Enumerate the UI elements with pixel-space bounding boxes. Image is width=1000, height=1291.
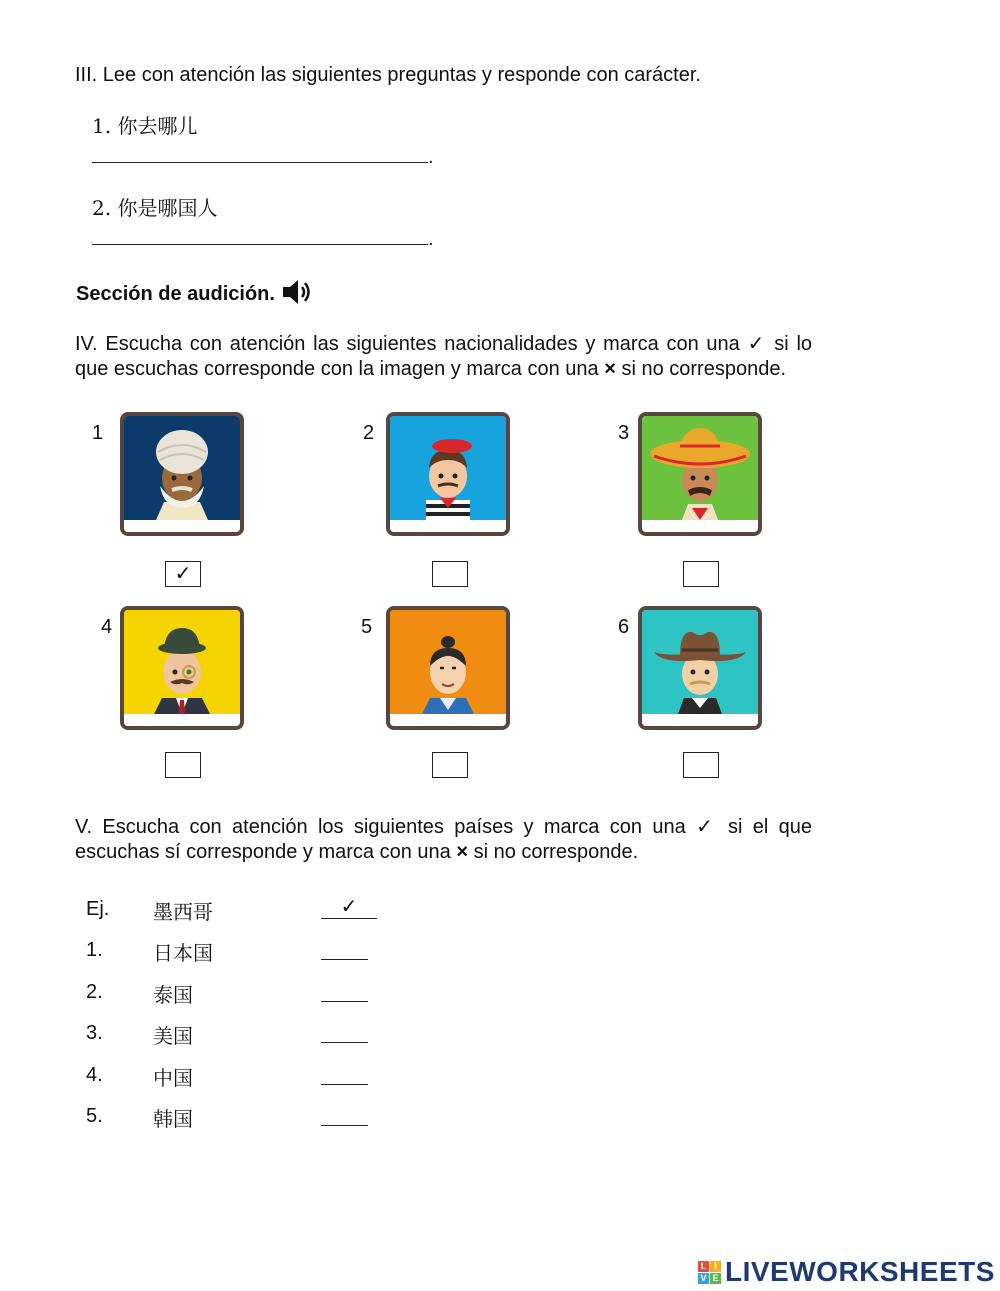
audio-section — [76, 277, 315, 312]
answer-checkbox-4[interactable] — [165, 752, 201, 778]
answer-checkbox-3[interactable] — [683, 561, 719, 587]
answer-checkbox-5[interactable] — [432, 752, 468, 778]
british-man-illustration — [124, 610, 240, 726]
answer-2-field[interactable] — [92, 224, 434, 252]
question-1-label: 1. 你去哪儿 — [92, 114, 198, 138]
answer-checkbox-2[interactable] — [432, 561, 468, 587]
card-number: 1 — [92, 422, 104, 444]
liveworksheets-logo — [698, 1256, 995, 1288]
country-answer-field[interactable] — [321, 1101, 368, 1126]
check-symbol: ✓ — [696, 816, 718, 838]
country-answer-field[interactable] — [321, 935, 368, 960]
country-name: 中国 — [153, 1066, 193, 1090]
section5-line2: escuchas sí corresponde y marca con una × si no corresponde. — [75, 841, 639, 863]
card-number: 5 — [361, 616, 373, 638]
card-number: 3 — [618, 422, 630, 444]
section3-heading: III. Lee con atención las siguientes preguntas y responde con carácter. — [75, 64, 701, 86]
country-row-index: 4. — [86, 1064, 103, 1086]
card-number: 2 — [363, 422, 375, 444]
country-name: 泰国 — [153, 983, 193, 1007]
cross-symbol: × — [604, 358, 616, 380]
country-row-index: 1. — [86, 939, 103, 961]
answer-checkbox-1[interactable]: ✓ — [165, 561, 201, 587]
japanese-man-illustration — [390, 610, 506, 726]
answer-1-terminator: . — [428, 146, 434, 168]
question-2-label: 2. 你是哪国人 — [92, 196, 218, 220]
country-row-index: 3. — [86, 1022, 103, 1044]
country-answer-field[interactable]: ✓ — [321, 894, 377, 919]
speaker-icon[interactable] — [281, 277, 315, 312]
mexican-man-illustration — [642, 416, 758, 532]
nationality-card-1 — [120, 412, 244, 536]
american-cowboy-illustration — [642, 610, 758, 726]
nationality-card-5 — [386, 606, 510, 730]
nationality-card-6 — [638, 606, 762, 730]
indian-man-illustration — [124, 416, 240, 532]
country-name: 美国 — [153, 1024, 193, 1048]
section5-line1: V. Escucha con atención los siguientes países y marca con una ✓ si el que — [75, 816, 813, 838]
country-answer-field[interactable] — [321, 977, 368, 1002]
country-row-index: 5. — [86, 1105, 103, 1127]
french-man-illustration — [390, 416, 506, 532]
card-number: 6 — [618, 616, 630, 638]
answer-checkbox-6[interactable] — [683, 752, 719, 778]
country-name: 日本国 — [153, 941, 213, 965]
nationality-card-2 — [386, 412, 510, 536]
brand-name: LIVEWORKSHEETS — [725, 1256, 995, 1287]
country-row-index: 2. — [86, 981, 103, 1003]
nationality-card-4 — [120, 606, 244, 730]
country-answer-field[interactable] — [321, 1060, 368, 1085]
country-row-index: Ej. — [86, 898, 110, 920]
check-symbol: ✓ — [747, 333, 767, 355]
section4-line2: que escuchas corresponde con la imagen y marca con una × si no corresponde. — [75, 358, 787, 380]
card-number: 4 — [101, 616, 113, 638]
section4-line1: IV. Escucha con atención las siguientes nacionalidades y marca con una ✓ si lo — [75, 333, 813, 355]
cross-symbol: × — [456, 841, 469, 863]
country-name: 墨西哥 — [153, 900, 213, 924]
nationality-card-3 — [638, 412, 762, 536]
audio-section-label: Sección de audición. — [76, 283, 275, 305]
country-name: 韩国 — [153, 1107, 193, 1131]
answer-2-terminator: . — [428, 228, 434, 250]
logo-mark-icon: L I V E — [698, 1261, 721, 1284]
answer-1-field[interactable] — [92, 142, 434, 170]
country-answer-field[interactable] — [321, 1018, 368, 1043]
